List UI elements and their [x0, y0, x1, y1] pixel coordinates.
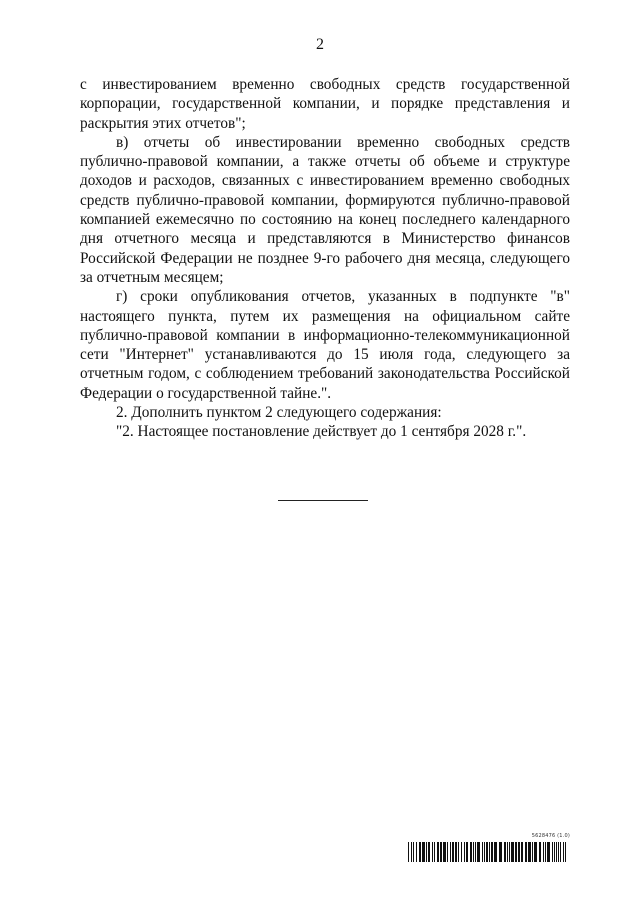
document-body	[80, 75, 570, 442]
barcode-code: 5628476 (1.0)	[531, 833, 570, 839]
barcode-icon	[408, 842, 570, 862]
paragraph-item-g: г) сроки опубликования отчетов, указанных в подпункте "в" настоящего пункта, путем их размещения на официальном сайте публично-правовой компании в информационно-телекоммуникационной сети "Интернет" устанавливаются до 15 июля года, следующего за отчетным годом, с соблюдением требований законодательства Российской Федерации о государственной тайне.".	[80, 288, 570, 402]
paragraph-item-v: в) отчеты об инвестировании временно свободных средств публично-правовой компании, а также отчеты об объеме и структуре доходов и расходов, связанных с инвестированием временно свободных средств публично-правовой компании, формируются публично-правовой компанией ежемесячно по состоянию на конец последнего календарного дня отчетного месяца и представляются в Министерство финансов Российской Федерации не позднее 9-го рабочего дня месяца, следующего за отчетным месяцем;	[80, 133, 570, 286]
barcode	[408, 833, 570, 863]
paragraph-point-2: 2. Дополнить пунктом 2 следующего содержания:	[116, 404, 442, 422]
paragraph-continuation: с инвестированием временно свободных средств государственной корпорации, государственной компании, и порядке представления и раскрытия этих отчетов";	[80, 76, 570, 132]
end-separator-line	[278, 500, 368, 501]
page-number: 2	[316, 36, 324, 53]
paragraph-point-2-text: "2. Настоящее постановление действует до 1 сентября 2028 г.".	[116, 423, 527, 441]
